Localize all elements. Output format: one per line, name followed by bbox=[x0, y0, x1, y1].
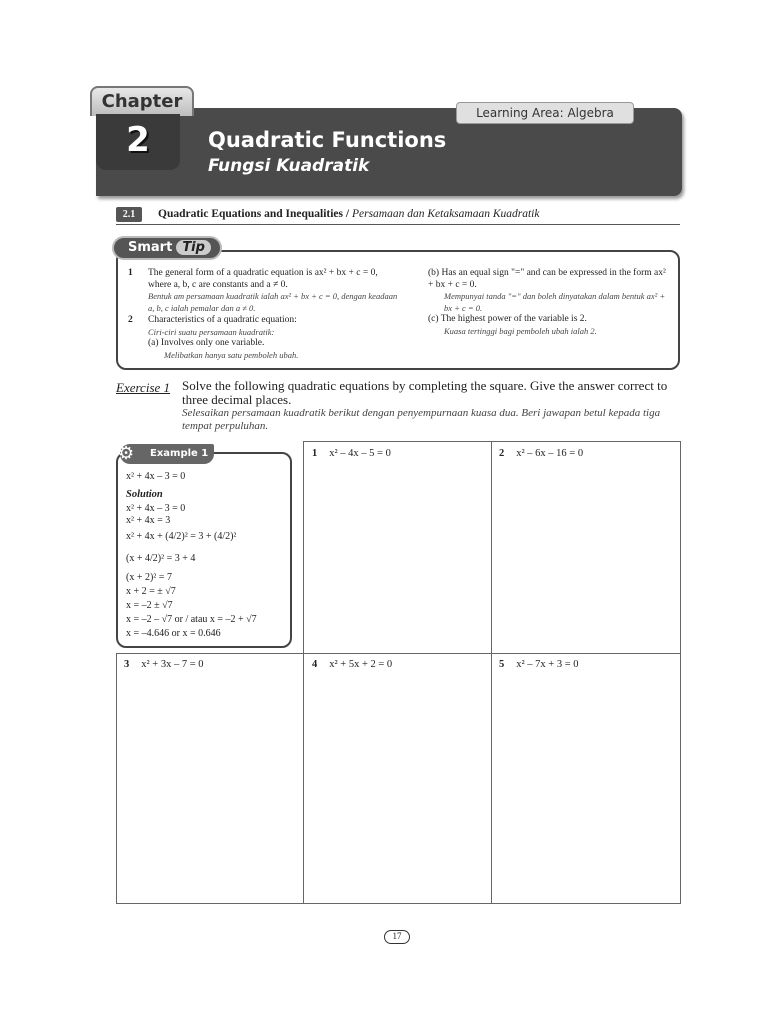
tip-item-2-en: Characteristics of a quadratic equation: bbox=[148, 315, 297, 325]
solution-step-5: (x + 2)² = 7 bbox=[126, 572, 172, 583]
exercise-label: Exercise 1 bbox=[116, 380, 171, 395]
tip-item-2a-en: (a) Involves only one variable. bbox=[148, 338, 265, 348]
question-4[interactable] bbox=[312, 659, 392, 670]
smart-tip-label bbox=[112, 236, 222, 260]
tip-item-1-en: The general form of a quadratic equation is ax² + bx + c = 0, where a, b, c are constants and a ≠ 0. bbox=[148, 268, 378, 290]
question-1-equation: x² – 4x – 5 = 0 bbox=[329, 448, 391, 459]
exercise-instruction-en: Solve the following quadratic equations by completing the square. Give the answer correct to three decimal places. bbox=[182, 378, 668, 407]
question-5[interactable] bbox=[499, 659, 579, 670]
question-1[interactable] bbox=[312, 448, 391, 459]
tip-item-2-number: 2 bbox=[128, 315, 133, 325]
solution-step-6: x + 2 = ± √7 bbox=[126, 586, 176, 597]
grid-middle-border bbox=[116, 653, 681, 654]
question-3[interactable] bbox=[124, 659, 204, 670]
tip-item-2b bbox=[428, 268, 673, 314]
chapter-label: Chapter bbox=[90, 86, 194, 116]
smart-tip-label-b: Tip bbox=[176, 240, 211, 255]
tip-item-2a-ms: Melibatkan hanya satu pemboleh ubah. bbox=[164, 349, 299, 360]
section-number: 2.1 bbox=[116, 207, 142, 222]
section-title-separator: / bbox=[343, 208, 352, 220]
chapter-title-ms: Fungsi Kuadratik bbox=[208, 156, 370, 176]
grid-left-border bbox=[116, 653, 117, 903]
solution-step-9: x = –4.646 or x = 0.646 bbox=[126, 628, 221, 639]
example-equation: x² + 4x – 3 = 0 bbox=[126, 471, 186, 482]
page-number: 17 bbox=[384, 930, 410, 944]
exercise-instruction-ms: Selesaikan persamaan kuadratik berikut dengan penyempurnaan kuasa dua. Beri jawapan betul kepada tiga tempat perpuluhan. bbox=[182, 407, 661, 432]
smart-tip-label-a: Smart bbox=[128, 240, 173, 255]
solution-step-4: (x + 4/2)² = 3 + 4 bbox=[126, 553, 196, 564]
solution-label: Solution bbox=[126, 489, 163, 500]
solution-step-3: x² + 4x + (4/2)² = 3 + (4/2)² bbox=[126, 531, 237, 542]
solution-step-2: x² + 4x = 3 bbox=[126, 515, 171, 526]
question-2[interactable] bbox=[499, 448, 583, 459]
solution-step-7: x = –2 ± √7 bbox=[126, 600, 173, 611]
example-badge: Example 1 bbox=[120, 444, 214, 464]
question-3-number: 3 bbox=[124, 659, 130, 670]
tip-item-2 bbox=[148, 315, 398, 338]
chapter-number: 2 bbox=[126, 120, 150, 160]
grid-divider-2 bbox=[491, 441, 492, 903]
tip-item-2b-en: (b) Has an equal sign "=" and can be expressed in the form ax² + bx + c = 0. bbox=[428, 268, 666, 290]
tip-item-1 bbox=[148, 268, 398, 314]
tip-item-2b-ms: Mempunyai tanda "=" dan boleh dinyatakan dalam bentuk ax² + bx + c = 0. bbox=[444, 291, 666, 313]
section-title bbox=[158, 208, 539, 220]
chapter-title-en: Quadratic Functions bbox=[208, 128, 447, 152]
question-4-equation: x² + 5x + 2 = 0 bbox=[329, 659, 393, 670]
grid-divider-1 bbox=[303, 441, 304, 903]
tip-item-1-number: 1 bbox=[128, 268, 133, 278]
tip-item-2c-ms: Kuasa tertinggi bagi pemboleh ubah ialah 2. bbox=[444, 325, 597, 336]
tip-item-1-ms: Bentuk am persamaan kuadratik ialah ax² + bx + c = 0, dengan keadaan a, b, c ialah pemalar dan a ≠ 0. bbox=[148, 291, 398, 313]
tip-item-2-ms: Ciri-ciri suatu persamaan kuadratik: bbox=[148, 326, 275, 337]
question-2-number: 2 bbox=[499, 448, 505, 459]
grid-top-border bbox=[303, 441, 681, 442]
section-title-en: Quadratic Equations and Inequalities bbox=[158, 208, 344, 220]
grid-right-border bbox=[680, 441, 681, 903]
solution-step-8: x = –2 – √7 or / atau x = –2 + √7 bbox=[126, 614, 257, 625]
question-1-number: 1 bbox=[312, 448, 318, 459]
tip-item-2a bbox=[148, 338, 398, 361]
tip-item-2c bbox=[428, 314, 673, 337]
gear-icon: ⚙ bbox=[118, 443, 135, 463]
tip-item-2c-en: (c) The highest power of the variable is 2. bbox=[428, 314, 587, 324]
question-4-number: 4 bbox=[312, 659, 318, 670]
section-title-ms: Persamaan dan Ketaksamaan Kuadratik bbox=[351, 208, 540, 220]
question-2-equation: x² – 6x – 16 = 0 bbox=[516, 448, 584, 459]
learning-area-label: Learning Area: Algebra bbox=[456, 102, 634, 124]
question-5-number: 5 bbox=[499, 659, 505, 670]
question-3-equation: x² + 3x – 7 = 0 bbox=[141, 659, 204, 670]
question-5-equation: x² – 7x + 3 = 0 bbox=[516, 659, 579, 670]
solution-step-1: x² + 4x – 3 = 0 bbox=[126, 503, 186, 514]
grid-bottom-border bbox=[116, 903, 681, 904]
section-divider bbox=[116, 224, 680, 225]
